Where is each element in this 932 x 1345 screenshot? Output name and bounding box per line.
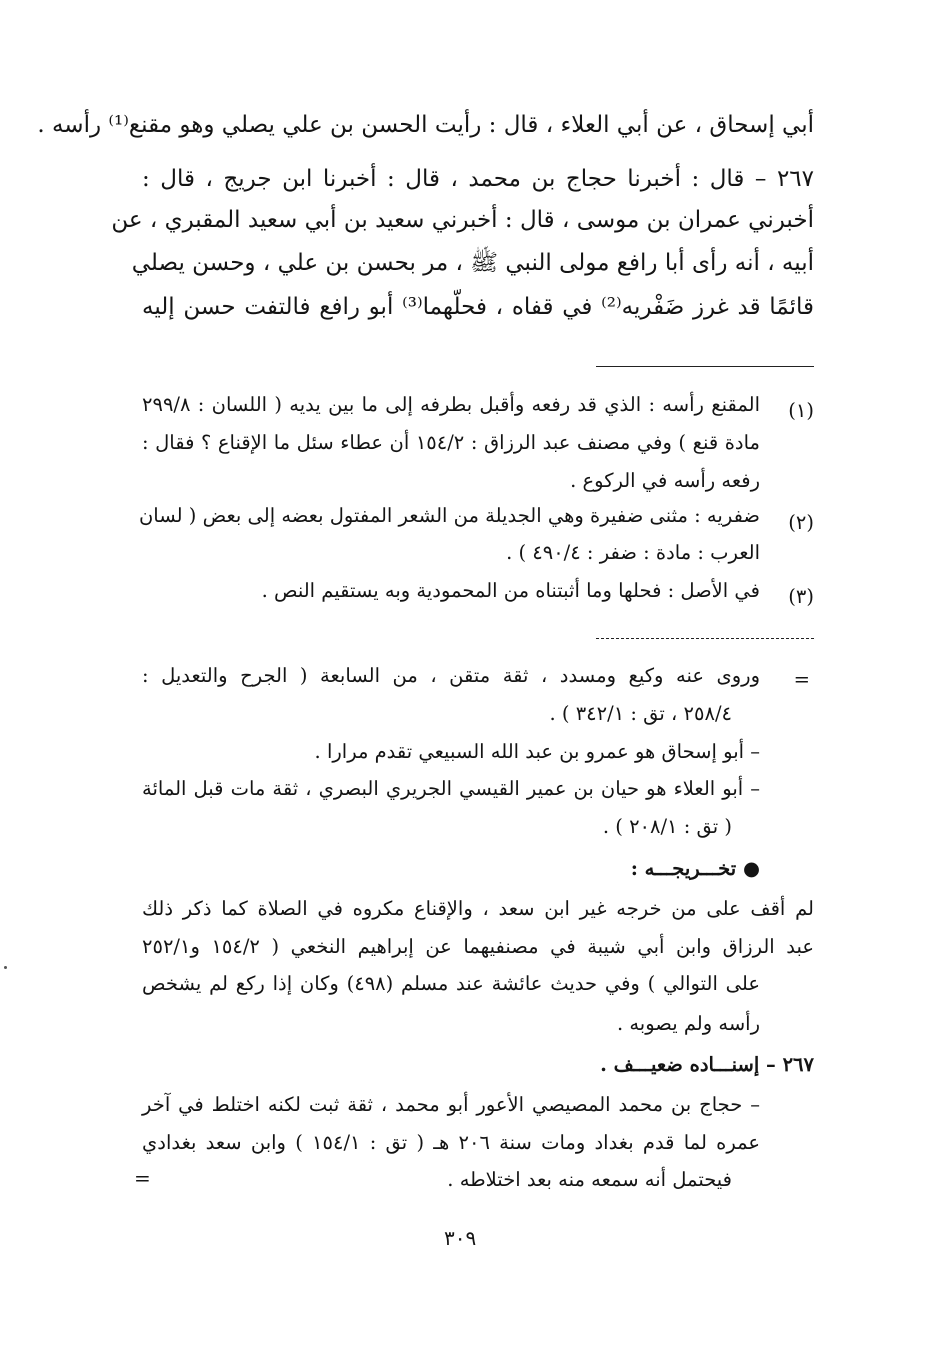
footnote-line: العرب : مادة : ضفر : ٤٩٠/٤ ) . <box>506 541 760 564</box>
footnote-label: (١) <box>788 399 814 422</box>
narrator-note-line: – أبو العلاء هو حيان بن عمير القيسي الجريري البصري ، ثقة مات قبل المائة <box>142 777 760 800</box>
footnote-line: رفعه رأسه في الركوع . <box>570 469 760 492</box>
takhrij-line: عبد الرزاق وابن أبي شيبة في مصنفيهما عن إبراهيم النخعي ( ١٥٤/٢ و٢٥٢/١ <box>142 935 814 958</box>
narrator-note-line: ٢٥٨/٤ ، تق : ٣٤٢/١ ) . <box>549 702 732 725</box>
footnote-line: في الأصل : فحلها وما أثبتناه من المحمودية وبه يستقيم النص . <box>261 579 760 602</box>
narrator-note-line: – أبو إسحاق هو عمرو بن عبد الله السبيعي تقدم مرارا . <box>314 740 760 763</box>
footnote-line: ضفريه : مثنى ضفيرة وهي الجديلة من الشعر المفتول بعضه إلى بعض ( لسان <box>138 504 760 527</box>
continuation-mark: = <box>793 668 810 691</box>
scan-speck <box>4 966 7 969</box>
isnad-heading: ٢٦٧ – إسنـــاده ضعيـــف . <box>600 1053 814 1076</box>
takhrij-line: رأسه ولم يصوبه . <box>616 1012 760 1035</box>
isnad-line: – حجاج بن محمد المصيصي الأعور أبو محمد ، ثقة ثبت لكنه اختلط في آخر <box>142 1093 760 1116</box>
isnad-line: فيحتمل أنه سمعه منه بعد اختلاطه . <box>447 1168 732 1191</box>
main-text-line: أبي إسحاق ، عن أبي العلاء ، قال : رأيت الحسن بن علي يصلي وهو مقنع⁽¹⁾ رأسه . <box>37 112 814 138</box>
takhrij-heading: ● تخـــريجـــه : <box>630 857 760 880</box>
notes-separator <box>596 638 814 639</box>
footnote-line: المقنع رأسه : الذي قد رفعه وأقبل بطرفه إلى ما بين يديه ( اللسان : ٢٩٩/٨ <box>142 393 760 416</box>
narrator-note-line: ( تق : ٢٠٨/١ ) . <box>602 815 732 838</box>
footnote-label: (٢) <box>788 511 814 534</box>
main-text-line: أبيه ، أنه رأى أبا رافع مولى النبي ﷺ ، مر بحسن بن علي ، وحسن يصلي <box>131 250 814 276</box>
page-number: ٣٠٩ <box>444 1226 477 1250</box>
footnote-label: (٣) <box>788 585 814 608</box>
main-text-line: قائمًا قد غرز ضَفْريه⁽²⁾ في قفاه ، فحلّهما⁽³⁾ أبو رافع فالتفت حسن إليه <box>142 294 814 320</box>
footnote-line: مادة قنع ) وفي مصنف عبد الرزاق : ١٥٤/٢ أن عطاء سئل ما الإقناع ؟ فقال : <box>142 431 760 454</box>
narrator-note-line: وروى عنه وكيع ومسدد ، ثقة متقن ، من السابعة ( الجرح والتعديل : <box>142 664 760 687</box>
hadith-267-opening-line: ٢٦٧ – قال : أخبرنا حجاج بن محمد ، قال : أخبرنا ابن جريج ، قال : <box>142 166 814 192</box>
isnad-line: عمره لما قدم بغداد ومات سنة ٢٠٦ هـ ( تق : ١٥٤/١ ) وابن سعد بغدادي <box>142 1131 760 1154</box>
continuation-mark: = <box>134 1166 151 1190</box>
takhrij-line: لم أقف على من خرجه غير ابن سعد ، والإقناع مكروه في الصلاة كما ذكر ذلك <box>142 897 814 920</box>
takhrij-line: على التوالي ) وفي حديث عائشة عند مسلم (٤٩٨) وكان إذا ركع لم يشخص <box>142 972 760 995</box>
main-text-line: أخبرني عمران بن موسى ، قال : أخبرني سعيد بن أبي سعيد المقبري ، عن <box>111 207 814 233</box>
footnote-separator <box>596 366 814 367</box>
